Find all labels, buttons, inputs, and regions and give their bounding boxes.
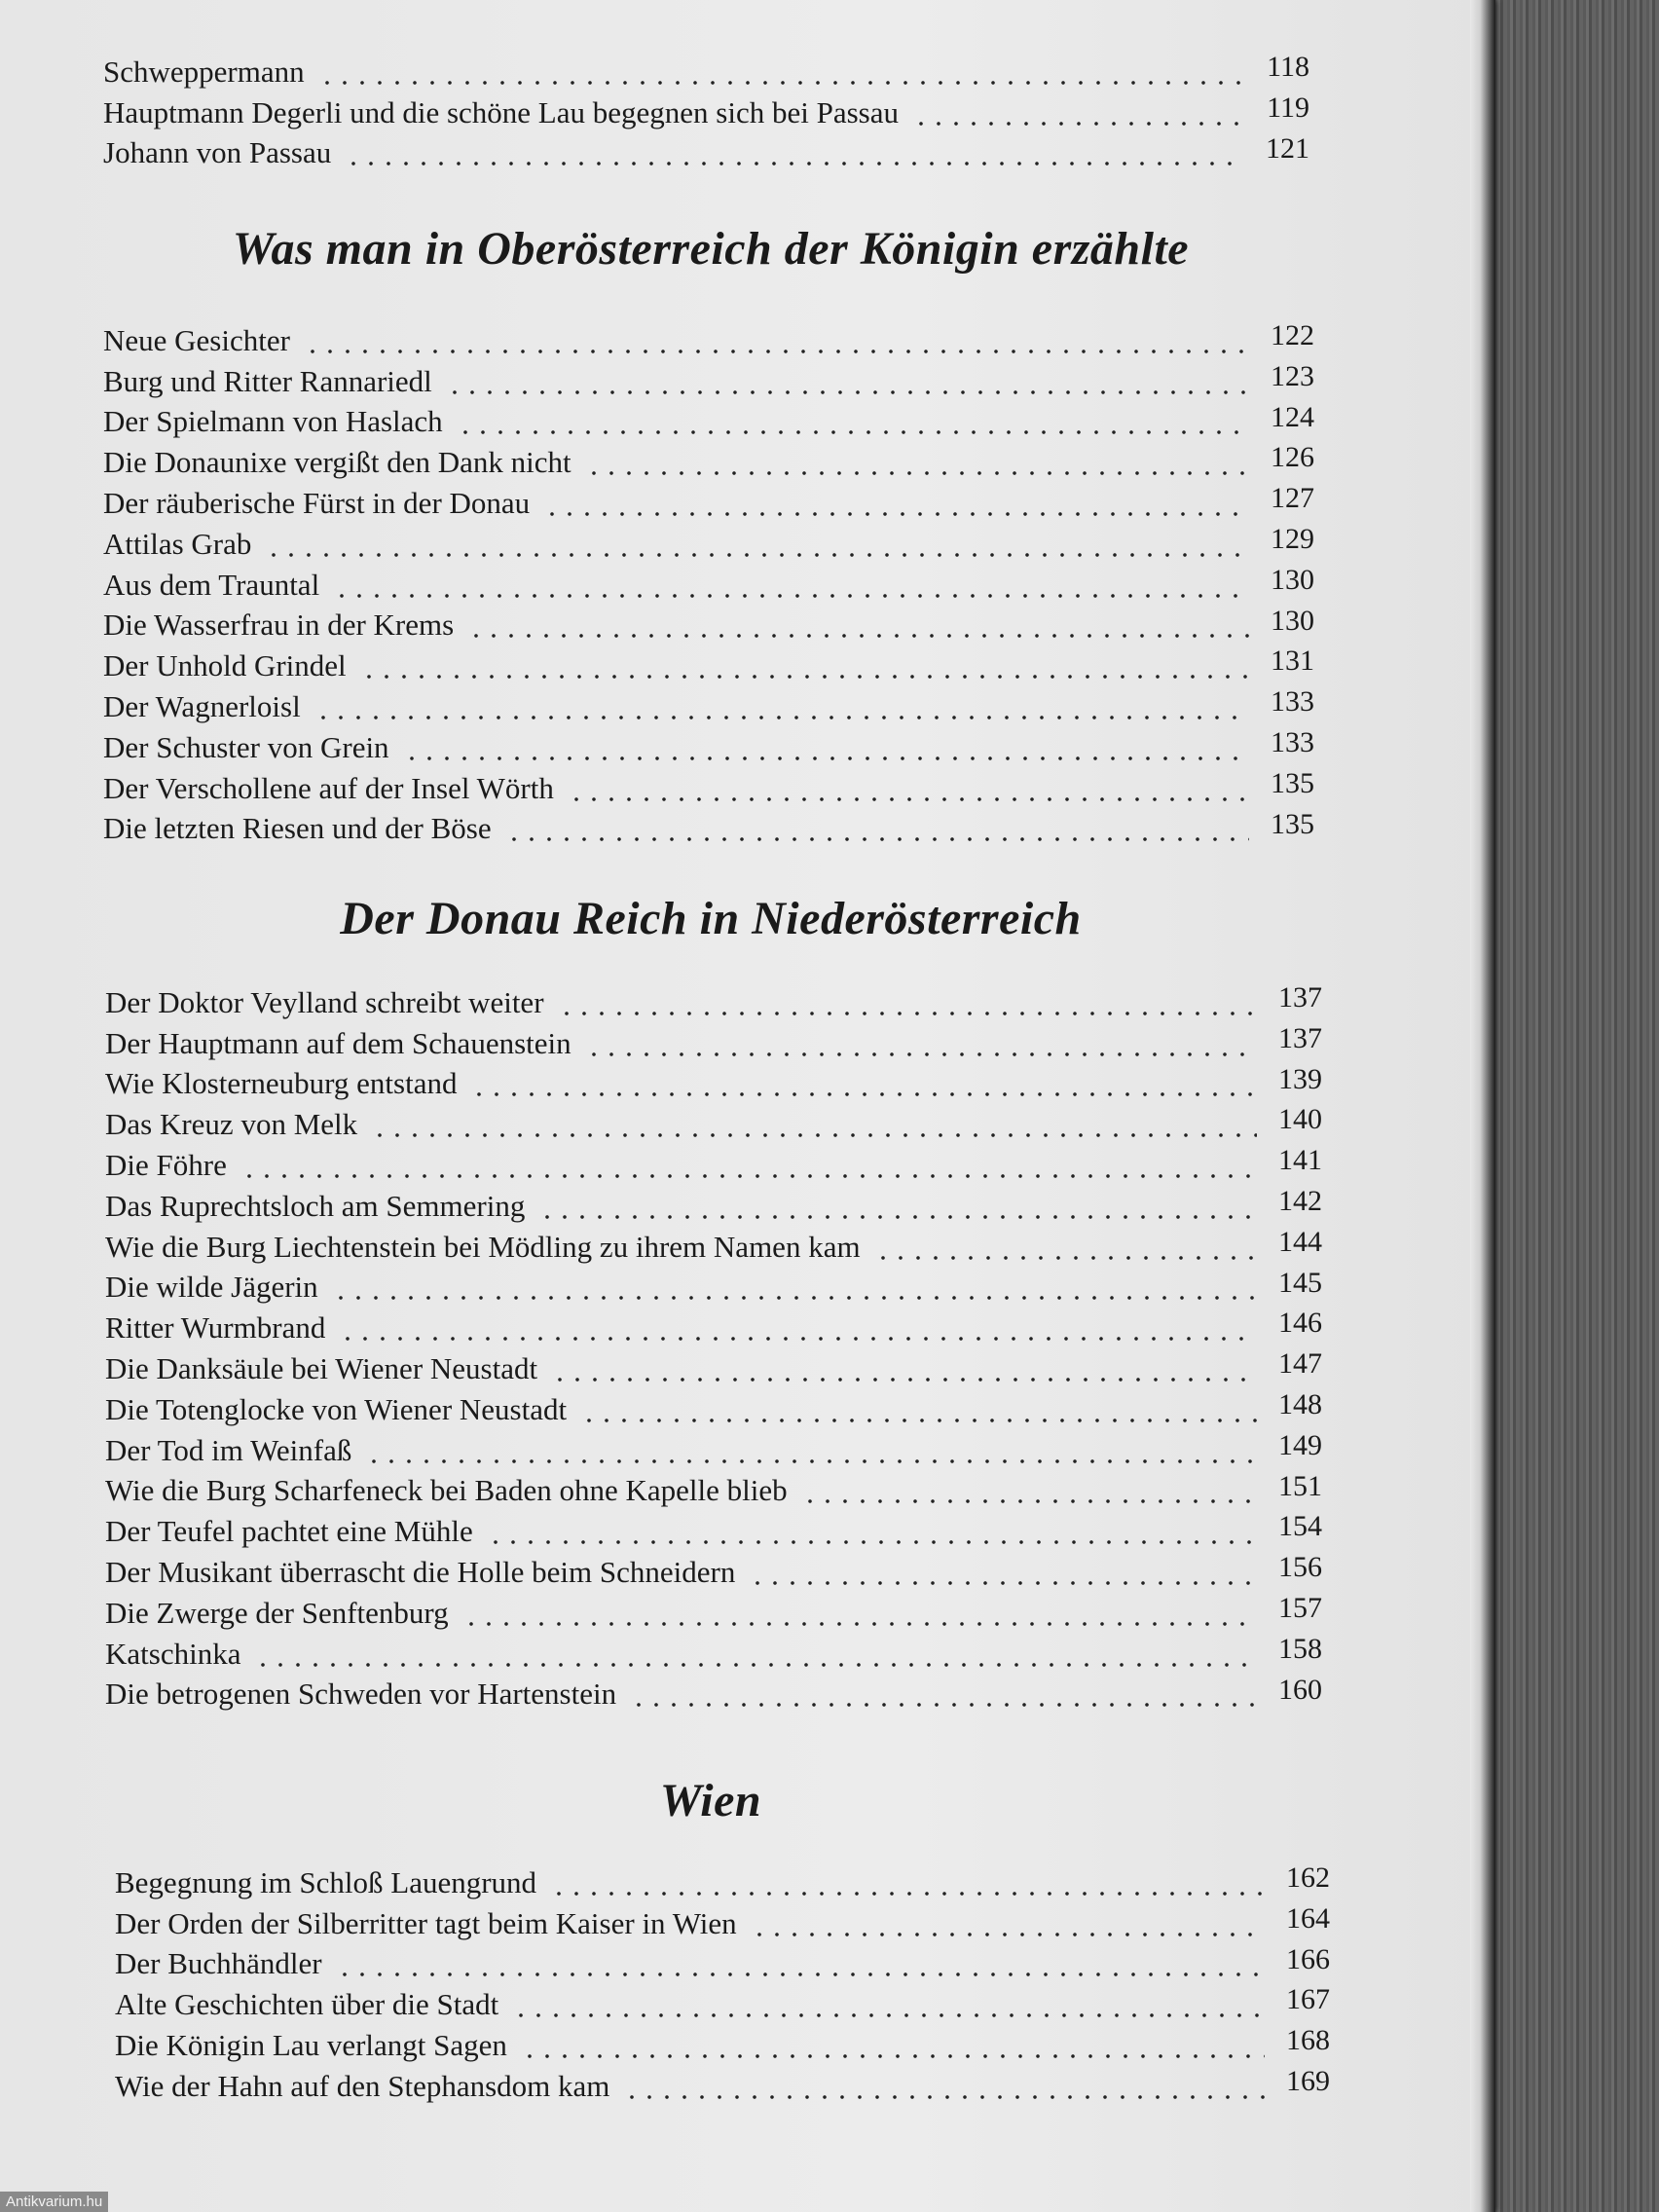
entry-page-number: 157: [1278, 1591, 1322, 1624]
entry-title: Der Verschollene auf der Insel Wörth: [103, 770, 554, 805]
entry-page-number: 158: [1278, 1632, 1322, 1665]
entry-page-number: 139: [1278, 1062, 1322, 1095]
entry-title: Wie Klosterneuburg entstand: [105, 1066, 458, 1101]
entry-page-number: 156: [1278, 1551, 1322, 1584]
entry-title: Der Wagnerloisl: [103, 688, 301, 723]
entry-page-number: 149: [1278, 1428, 1322, 1461]
toc-entry: [105, 1674, 1322, 1714]
toc-section-oberoesterreich: [0, 222, 1494, 276]
dot-leader: [254, 1662, 1257, 1668]
entry-page-number: 145: [1278, 1266, 1322, 1299]
dot-leader: [336, 1972, 1265, 1977]
dot-leader: [558, 1011, 1257, 1016]
toc-entry: [105, 1551, 1322, 1592]
toc-entry: [115, 1983, 1330, 2024]
dot-leader: [801, 1498, 1257, 1504]
entry-page-number: 135: [1271, 807, 1314, 840]
toc-entry-list: [103, 319, 1314, 848]
dot-leader: [630, 1702, 1257, 1708]
dot-leader: [505, 836, 1249, 842]
toc-entry: [105, 1388, 1322, 1429]
toc-entry: [103, 132, 1309, 173]
entry-title: Johann von Passau: [103, 135, 332, 170]
toc-entry: [105, 1144, 1322, 1185]
toc-entry: [103, 92, 1309, 132]
toc-entry: [103, 482, 1314, 523]
entry-page-number: 154: [1278, 1510, 1322, 1543]
entry-page-number: 129: [1271, 522, 1314, 555]
toc-entry: [103, 319, 1314, 360]
entry-page-number: 142: [1278, 1184, 1322, 1217]
entry-page-number: 166: [1286, 1942, 1330, 1975]
dot-leader: [304, 349, 1249, 354]
entry-title: Die Zwerge der Senftenburg: [105, 1595, 449, 1630]
entry-title: Die Donaunixe vergißt den Dank nicht: [103, 445, 571, 480]
entry-title: Die letzten Riesen und der Böse: [103, 811, 492, 846]
toc-entry: [105, 1022, 1322, 1063]
entry-title: Die Totenglocke von Wiener Neustadt: [105, 1391, 568, 1426]
entry-page-number: 140: [1278, 1103, 1322, 1136]
entry-title: Der Spielmann von Haslach: [103, 404, 443, 439]
entry-page-number: 135: [1271, 766, 1314, 799]
dot-leader: [446, 389, 1249, 395]
dot-leader: [360, 674, 1249, 680]
dot-leader: [371, 1132, 1257, 1138]
entry-page-number: 141: [1278, 1144, 1322, 1177]
toc-section-oberoesterreich-entries: [0, 319, 1494, 848]
dot-leader: [912, 121, 1245, 127]
dot-leader: [345, 161, 1244, 166]
entry-title: Der Teufel pachtet eine Mühle: [105, 1514, 473, 1549]
dot-leader: [550, 1891, 1265, 1897]
entry-title: Das Kreuz von Melk: [105, 1107, 358, 1142]
toc-entry: [105, 1063, 1322, 1104]
dot-leader: [365, 1458, 1257, 1464]
entry-title: Der Unhold Grindel: [103, 648, 347, 683]
entry-page-number: 137: [1278, 1021, 1322, 1054]
entry-title: Die Königin Lau verlangt Sagen: [115, 2027, 507, 2062]
toc-entry: [103, 605, 1314, 645]
toc-entry: [105, 1103, 1322, 1144]
toc-section-niederoesterreich: [0, 892, 1494, 945]
entry-title: Wie die Burg Liechtenstein bei Mödling zu ihrem Namen kam: [105, 1229, 861, 1264]
entry-page-number: 121: [1266, 131, 1309, 165]
entry-title: Der Tod im Weinfaß: [105, 1432, 352, 1467]
toc-section-wien-entries: [0, 1862, 1494, 2106]
toc-entry: [103, 685, 1314, 726]
dot-leader: [470, 1091, 1257, 1097]
dot-leader: [580, 1418, 1257, 1423]
toc-entry: [103, 51, 1309, 92]
dot-leader: [623, 2094, 1265, 2100]
dot-leader: [568, 796, 1249, 802]
entry-title: Der Musikant überrascht die Holle beim Schneidern: [105, 1554, 736, 1589]
toc-top-block: [0, 51, 1494, 172]
entry-title: Begegnung im Schloß Lauengrund: [115, 1864, 537, 1899]
entry-title: Neue Gesichter: [103, 322, 290, 357]
dot-leader: [487, 1539, 1257, 1545]
toc-entry-list: [105, 981, 1322, 1714]
dot-leader: [403, 756, 1249, 761]
dot-leader: [457, 429, 1249, 435]
entry-title: Wie die Burg Scharfeneck bei Baden ohne Kapelle blieb: [105, 1473, 788, 1508]
toc-entry-list: [115, 1862, 1330, 2106]
toc-entry: [105, 1185, 1322, 1226]
toc-entry: [105, 1510, 1322, 1551]
dot-leader: [749, 1580, 1257, 1586]
entry-page-number: 164: [1286, 1901, 1330, 1935]
section-heading: Was man in Oberösterreich der Königin erzählte: [232, 223, 1190, 275]
entry-page-number: 133: [1271, 685, 1314, 719]
entry-page-number: 118: [1267, 51, 1309, 83]
entry-page-number: 168: [1286, 2024, 1330, 2057]
entry-title: Der Hauptmann auf dem Schauenstein: [105, 1025, 571, 1060]
entry-page-number: 144: [1278, 1225, 1322, 1258]
dot-leader: [521, 2053, 1265, 2059]
entry-title: Der räuberische Fürst in der Donau: [103, 485, 531, 520]
dot-leader: [467, 633, 1249, 639]
toc-entry: [115, 1943, 1330, 1984]
entry-title: Aus dem Trauntal: [103, 567, 320, 602]
entry-title: Die Wasserfrau in der Krems: [103, 608, 455, 643]
entry-title: Katschinka: [105, 1636, 241, 1671]
toc-section-wien: [0, 1774, 1494, 1827]
toc-entry: [105, 1429, 1322, 1470]
toc-entry: [103, 767, 1314, 808]
watermark: Antikvarium.hu: [0, 2192, 108, 2212]
entry-page-number: 127: [1271, 482, 1314, 515]
dot-leader: [585, 1051, 1257, 1057]
dot-leader: [751, 1932, 1265, 1937]
toc-entry: [105, 1470, 1322, 1511]
dot-leader: [512, 2012, 1265, 2018]
entry-page-number: 160: [1278, 1673, 1322, 1706]
entry-page-number: 122: [1271, 319, 1314, 351]
entry-page-number: 148: [1278, 1387, 1322, 1420]
dot-leader: [333, 593, 1249, 599]
toc-entry: [103, 808, 1314, 849]
dot-leader: [332, 1295, 1257, 1301]
toc-entry: [105, 1592, 1322, 1633]
toc-entry: [103, 564, 1314, 605]
entry-page-number: 131: [1271, 645, 1314, 678]
background-surface: [1494, 0, 1659, 2212]
entry-title: Wie der Hahn auf den Stephansdom kam: [115, 2068, 610, 2103]
entry-page-number: 119: [1267, 91, 1309, 124]
dot-leader: [462, 1621, 1257, 1627]
toc-entry: [105, 1267, 1322, 1308]
entry-page-number: 126: [1271, 441, 1314, 474]
entry-title: Das Ruprechtsloch am Semmering: [105, 1188, 526, 1223]
toc-entry: [105, 1633, 1322, 1674]
toc-entry: [103, 726, 1314, 767]
entry-page-number: 146: [1278, 1307, 1322, 1340]
toc-entry: [115, 2065, 1330, 2106]
toc-entry: [103, 523, 1314, 564]
toc-entry: [103, 401, 1314, 442]
entry-title: Alte Geschichten über die Stadt: [115, 1987, 499, 2022]
entry-title: Die betrogenen Schweden vor Hartenstein: [105, 1677, 617, 1712]
entry-title: Die Danksäule bei Wiener Neustadt: [105, 1350, 538, 1385]
dot-leader: [538, 1214, 1257, 1220]
section-heading: Wien: [659, 1775, 762, 1826]
toc-entry: [103, 441, 1314, 482]
entry-title: Ritter Wurmbrand: [105, 1310, 326, 1346]
entry-title: Burg und Ritter Rannariedl: [103, 363, 432, 398]
dot-leader: [339, 1336, 1257, 1342]
dot-leader: [318, 80, 1245, 86]
entry-page-number: 151: [1278, 1469, 1322, 1502]
entry-title: Der Schuster von Grein: [103, 729, 389, 764]
entry-page-number: 169: [1286, 2064, 1330, 2097]
toc-entry: [103, 360, 1314, 401]
toc-entry-list: [103, 51, 1309, 172]
toc-entry: [115, 2024, 1330, 2065]
dot-leader: [240, 1173, 1257, 1179]
entry-page-number: 162: [1286, 1862, 1330, 1894]
toc-entry: [105, 981, 1322, 1022]
toc-entry: [105, 1307, 1322, 1347]
entry-title: Attilas Grab: [103, 526, 252, 561]
entry-title: Der Buchhändler: [115, 1946, 322, 1981]
entry-page-number: 123: [1271, 359, 1314, 392]
entry-page-number: 130: [1271, 604, 1314, 637]
toc-entry: [105, 1226, 1322, 1267]
dot-leader: [551, 1377, 1257, 1382]
toc-entry: [115, 1862, 1330, 1902]
entry-title: Schweppermann: [103, 54, 305, 89]
toc-section-niederoesterreich-entries: [0, 981, 1494, 1714]
dot-leader: [265, 552, 1249, 558]
entry-title: Der Doktor Veylland schreibt weiter: [105, 984, 544, 1019]
toc-entry: [103, 645, 1314, 685]
entry-page-number: 130: [1271, 563, 1314, 596]
section-heading: Der Donau Reich in Niederösterreich: [340, 893, 1082, 944]
entry-title: Die wilde Jägerin: [105, 1270, 318, 1305]
entry-page-number: 147: [1278, 1347, 1322, 1381]
dot-leader: [543, 511, 1249, 517]
entry-page-number: 137: [1278, 981, 1322, 1014]
dot-leader: [314, 715, 1249, 720]
entry-page-number: 133: [1271, 725, 1314, 758]
entry-page-number: 124: [1271, 400, 1314, 433]
toc-entry: [115, 1902, 1330, 1943]
entry-page-number: 167: [1286, 1983, 1330, 2016]
entry-title: Der Orden der Silberritter tagt beim Kaiser in Wien: [115, 1905, 737, 1940]
dot-leader: [585, 470, 1249, 476]
dot-leader: [874, 1255, 1257, 1261]
toc-entry: [105, 1347, 1322, 1388]
entry-title: Die Föhre: [105, 1147, 227, 1182]
entry-title: Hauptmann Degerli und die schöne Lau begegnen sich bei Passau: [103, 94, 899, 129]
